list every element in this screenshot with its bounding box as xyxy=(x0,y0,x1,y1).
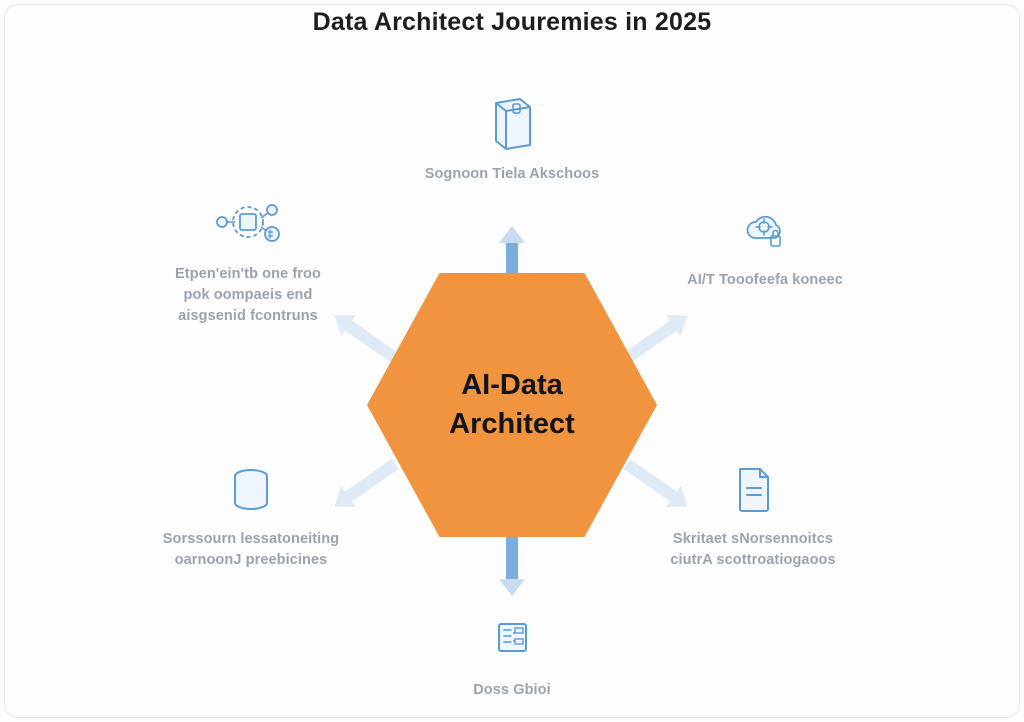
node-bottom-left[interactable] xyxy=(146,455,356,571)
node-top-left-label xyxy=(143,264,353,327)
blockchain-node-icon xyxy=(143,190,353,258)
node-right-line2: ciutrA scottroatiogaoos xyxy=(670,552,836,569)
node-bottom-label xyxy=(407,680,617,701)
page-title: Data Architect Jouremies in 2025 xyxy=(312,8,712,36)
node-top-right-line1: AI/T Tooofeefa koneec xyxy=(687,272,843,288)
node-right-label xyxy=(648,529,858,571)
node-bottom-left-label xyxy=(146,529,356,571)
node-top-label xyxy=(407,164,617,185)
node-bottom-left-line2: oarnoonJ preebicines xyxy=(174,552,328,569)
center-label-line1: AI-Data xyxy=(461,368,563,401)
flowchart-icon xyxy=(407,606,617,674)
node-bottom-left-line1: Sorssourn lessatoneiting xyxy=(162,531,340,547)
node-bottom[interactable] xyxy=(407,606,617,701)
node-top-left-line3: aisgsenid fcontruns xyxy=(178,308,318,325)
document-lines-icon xyxy=(648,455,858,523)
node-top-line1: Sognoon Tiela Akschoos xyxy=(424,166,600,182)
node-right-line1: Skritaet sNorsennoitcs xyxy=(672,531,834,547)
node-bottom-line1: Doss Gbioi xyxy=(473,682,551,698)
node-top-left[interactable] xyxy=(143,190,353,327)
node-top-right-label xyxy=(660,270,870,291)
center-label-line2: Architect xyxy=(449,408,575,440)
node-top-left-line1: Etpen'ein'tb one froo xyxy=(175,266,321,282)
node-top-left-line2: pok oompaeis end xyxy=(183,287,313,304)
hexagon-shape xyxy=(367,273,657,537)
book-stack-icon xyxy=(407,90,617,158)
center-node[interactable] xyxy=(367,273,657,537)
node-right[interactable] xyxy=(648,455,858,571)
node-top[interactable] xyxy=(407,90,617,185)
cloud-settings-icon xyxy=(660,196,870,264)
node-top-right[interactable] xyxy=(660,196,870,291)
database-stack-icon xyxy=(146,455,356,523)
